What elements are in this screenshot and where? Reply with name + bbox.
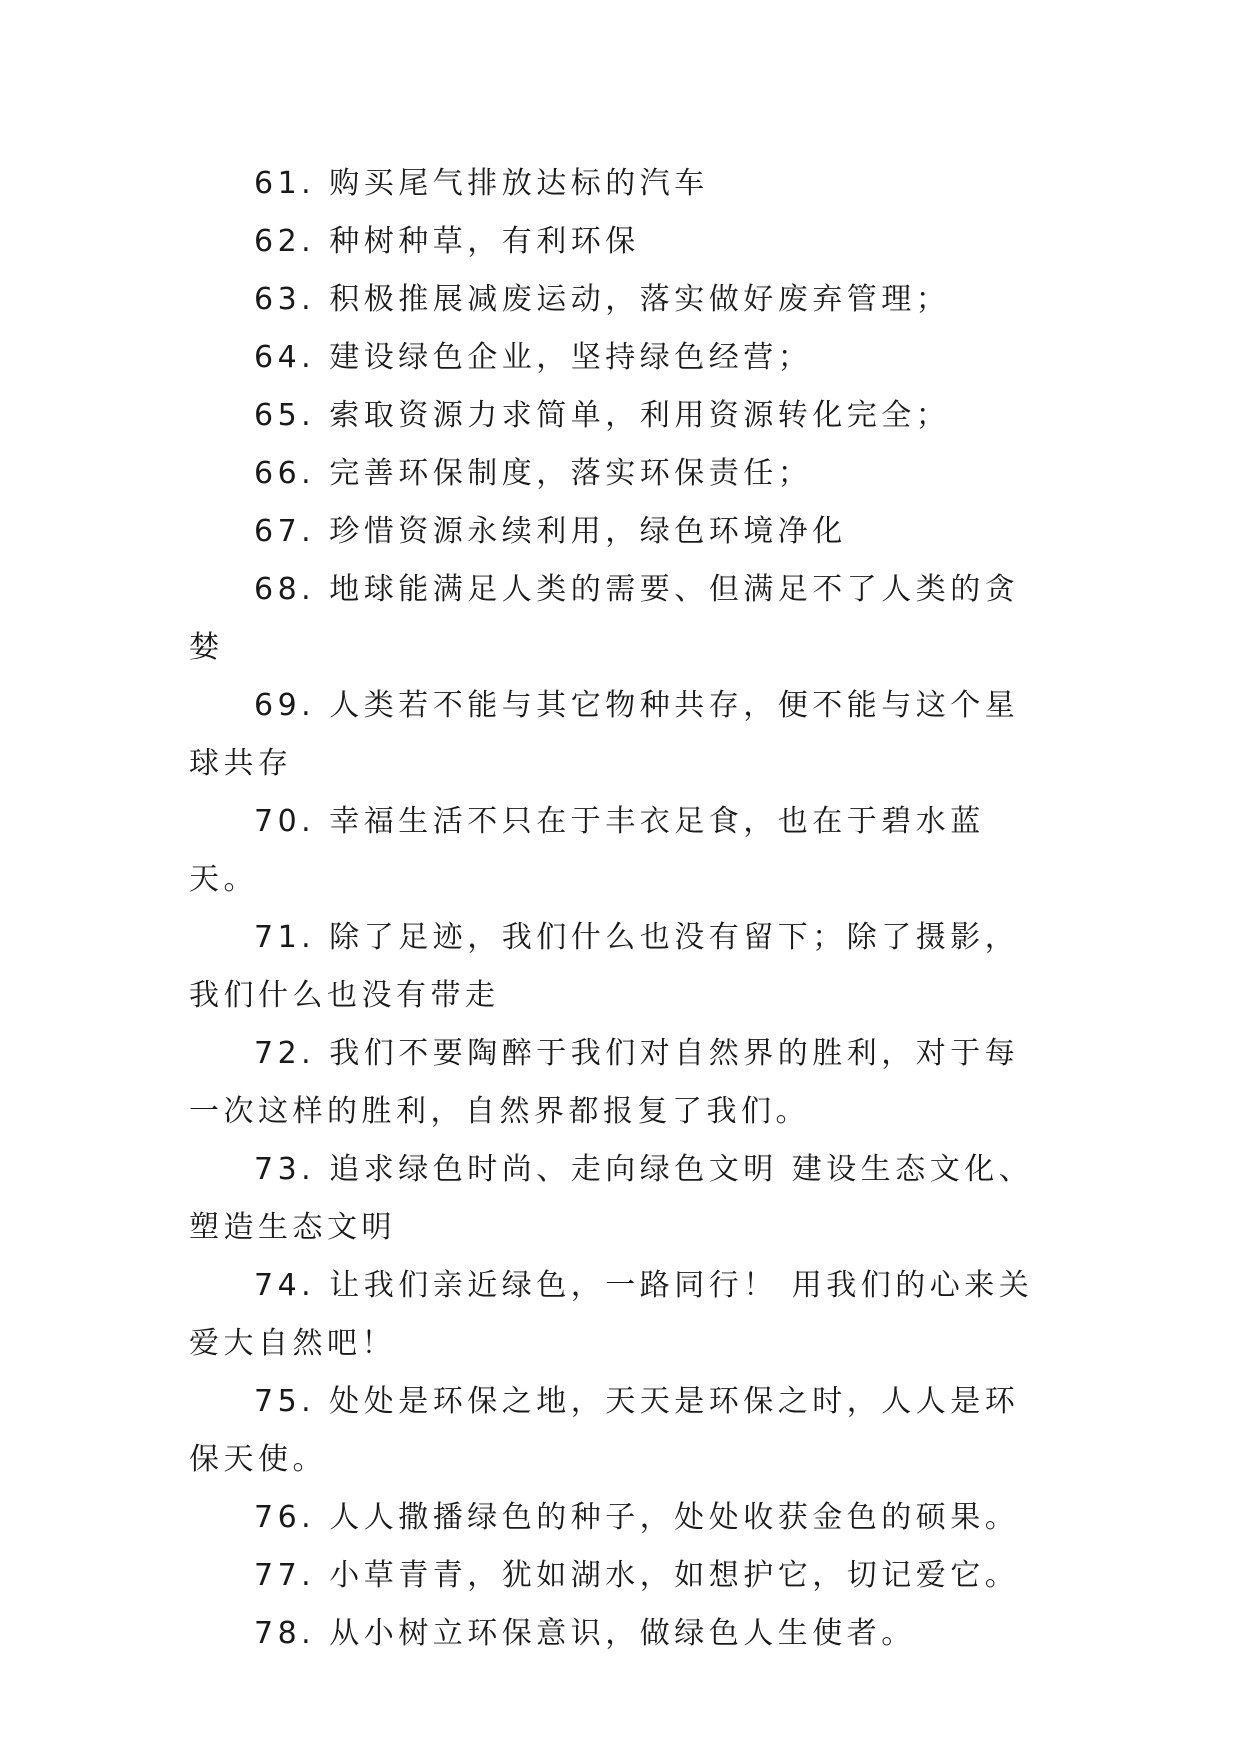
item-text: 地球能满足人类的需要、但满足不了人类的贪婪	[189, 572, 1020, 665]
item-text: 人类若不能与其它物种共存，便不能与这个星球共存	[189, 688, 1020, 781]
item-text: 幸福生活不只在于丰衣足食，也在于碧水蓝天。	[189, 804, 985, 897]
item-number: 76.	[254, 1500, 316, 1535]
item-number: 75.	[254, 1384, 316, 1419]
list-item	[189, 155, 1049, 213]
item-number: 66.	[254, 456, 316, 491]
item-text: 积极推展减废运动，落实做好废弃管理；	[329, 282, 951, 317]
item-number: 74.	[254, 1268, 316, 1303]
list-item	[189, 329, 1049, 387]
item-text: 珍惜资源永续利用，绿色环境净化	[329, 514, 847, 549]
item-text: 购买尾气排放达标的汽车	[329, 166, 709, 201]
list-item	[189, 1547, 1049, 1605]
item-number: 64.	[254, 340, 316, 375]
item-number: 72.	[254, 1036, 316, 1071]
item-number: 70.	[254, 804, 316, 839]
item-number: 68.	[254, 572, 316, 607]
item-text: 建设绿色企业，坚持绿色经营；	[329, 340, 813, 375]
list-item	[189, 677, 1049, 793]
list-item	[189, 445, 1049, 503]
item-text: 索取资源力求简单，利用资源转化完全；	[329, 398, 951, 433]
item-number: 67.	[254, 514, 316, 549]
item-text: 追求绿色时尚、走向绿色文明 建设生态文化、塑造生态文明	[189, 1152, 1034, 1245]
item-number: 65.	[254, 398, 316, 433]
item-number: 71.	[254, 920, 316, 955]
item-number: 78.	[254, 1616, 316, 1651]
item-number: 69.	[254, 688, 316, 723]
list-item	[189, 503, 1049, 561]
list-item	[189, 1489, 1049, 1547]
item-number: 73.	[254, 1152, 316, 1187]
list-item	[189, 1605, 1049, 1663]
list-item	[189, 793, 1049, 909]
list-item	[189, 1025, 1049, 1141]
item-number: 62.	[254, 224, 316, 259]
slogan-list	[189, 155, 1049, 1663]
item-text: 让我们亲近绿色，一路同行！ 用我们的心来关爱大自然吧！	[189, 1268, 1034, 1361]
item-text: 人人撒播绿色的种子，处处收获金色的硕果。	[329, 1500, 1020, 1535]
list-item	[189, 909, 1049, 1025]
item-number: 77.	[254, 1558, 316, 1593]
list-item	[189, 561, 1049, 677]
item-text: 从小树立环保意识，做绿色人生使者。	[329, 1616, 916, 1651]
item-text: 种树种草，有利环保	[329, 224, 640, 259]
item-text: 除了足迹，我们什么也没有留下；除了摄影，我们什么也没有带走	[189, 920, 1020, 1013]
item-text: 完善环保制度，落实环保责任；	[329, 456, 813, 491]
list-item	[189, 271, 1049, 329]
list-item	[189, 387, 1049, 445]
list-item	[189, 1373, 1049, 1489]
item-text: 我们不要陶醉于我们对自然界的胜利，对于每一次这样的胜利，自然界都报复了我们。	[189, 1036, 1020, 1129]
item-number: 61.	[254, 166, 316, 201]
item-text: 小草青青，犹如湖水，如想护它，切记爱它。	[329, 1558, 1020, 1593]
list-item	[189, 1141, 1049, 1257]
list-item	[189, 213, 1049, 271]
item-number: 63.	[254, 282, 316, 317]
item-text: 处处是环保之地，天天是环保之时，人人是环保天使。	[189, 1384, 1020, 1477]
list-item	[189, 1257, 1049, 1373]
